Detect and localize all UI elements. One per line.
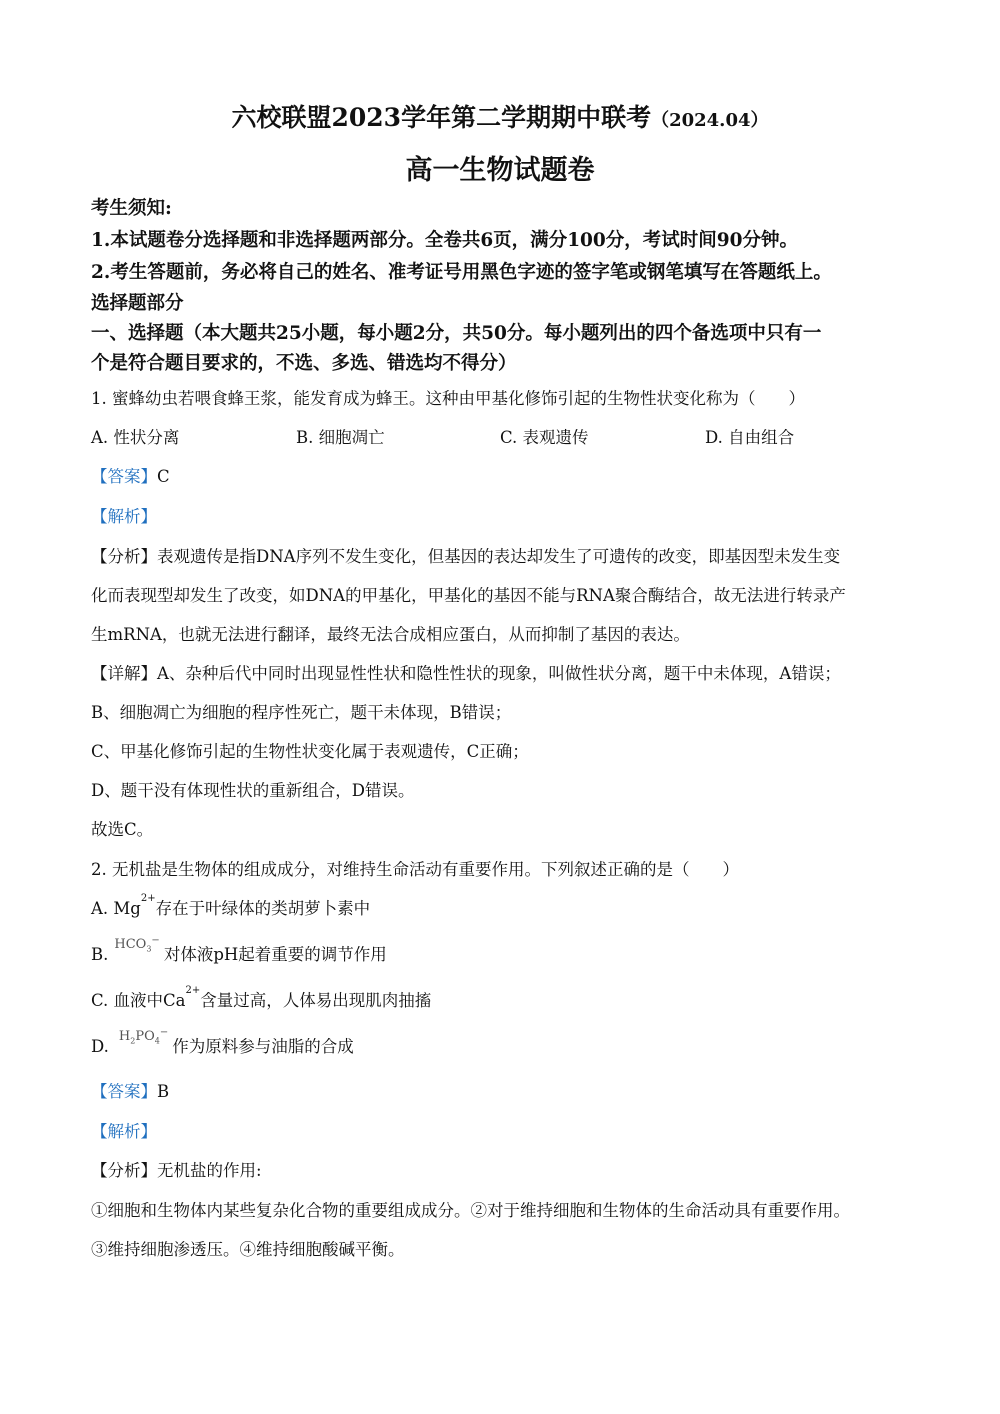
answer-value: B	[157, 1082, 170, 1101]
q2-option-a-text: 存在于叶绿体的类胡萝卜素中	[155, 899, 371, 918]
section-heading-line-2: 个是符合题目要求的，不选、多选、错选均不得分）	[91, 353, 517, 374]
q1-analysis-line-2: 化而表现型却发生了改变，如DNA的甲基化，甲基化的基因不能与RNA聚合酶结合，故无法进行转录产	[91, 586, 846, 605]
ion-charge: 2+	[185, 985, 201, 996]
exam-title-main: 六校联盟2023学年第二学期期中联考	[231, 103, 652, 132]
q1-option-c: C. 表观遗传	[500, 428, 589, 447]
q2-option-d-label: D.	[91, 1037, 109, 1056]
q2-jiexi-tag: 【解析】	[91, 1122, 157, 1141]
formula-charge: −	[151, 935, 160, 946]
q2-option-b	[91, 935, 387, 966]
q1-analysis-line-1: 【分析】表观遗传是指DNA序列不发生变化，但基因的表达却发生了可遗传的改变，即基因型未发生变	[91, 547, 841, 566]
notice-item-1: 1.本试题卷分选择题和非选择题两部分。全卷共6页，满分100分，考试时间90分钟。	[91, 230, 799, 251]
q2-stem: 2. 无机盐是生物体的组成成分，对维持生命活动有重要作用。下列叙述正确的是（ ）	[91, 860, 739, 879]
q2-option-b-text: 对体液pH起着重要的调节作用	[163, 945, 387, 964]
q2-answer	[91, 1078, 169, 1102]
q2-option-c	[91, 987, 431, 1011]
q1-stem: 1. 蜜蜂幼虫若喂食蜂王浆，能发育成为蜂王。这种由甲基化修饰引起的生物性状变化称为（ ）	[91, 389, 805, 408]
answer-tag: 【答案】	[91, 467, 157, 486]
formula-text: PO	[135, 1029, 155, 1044]
notice-item-2: 2.考生答题前，务必将自己的姓名、准考证号用黑色字迹的签字笔或钢笔填写在答题纸上。	[91, 262, 832, 283]
q1-detail-line-1: 【详解】A、杂种后代中同时出现显性性状和隐性性状的现象，叫做性状分离，题干中未体现，A错误；	[91, 664, 841, 683]
bicarbonate-formula	[114, 937, 159, 954]
q2-option-a	[91, 895, 370, 919]
q1-detail-line-2: B、细胞凋亡为细胞的程序性死亡，题干未体现，B错误；	[91, 703, 512, 722]
phosphate-formula	[119, 1029, 168, 1046]
notice-heading: 考生须知:	[91, 198, 172, 219]
q1-detail-line-4: D、题干没有体现性状的重新组合，D错误。	[91, 781, 415, 800]
q1-option-d: D. 自由组合	[705, 428, 795, 447]
q2-analysis-head: 【分析】无机盐的作用:	[91, 1161, 262, 1180]
q1-detail-line-3: C、甲基化修饰引起的生物性状变化属于表观遗传，C正确；	[91, 742, 529, 761]
answer-value: C	[157, 467, 170, 486]
q2-analysis-line-1: ①细胞和生物体内某些复杂化合物的重要组成成分。②对于维持细胞和生物体的生命活动具有重要作用。	[91, 1201, 850, 1220]
q1-analysis-line-3: 生mRNA，也就无法进行翻译，最终无法合成相应蛋白，从而抑制了基因的表达。	[91, 625, 690, 644]
section-heading-line-1: 一、选择题（本大题共25小题，每小题2分，共50分。每小题列出的四个备选项中只有一	[91, 323, 822, 344]
exam-title	[0, 98, 1000, 134]
q1-conclusion: 故选C。	[91, 820, 154, 839]
q1-option-b: B. 细胞凋亡	[296, 428, 385, 447]
formula-charge: −	[159, 1027, 169, 1038]
q2-option-d	[91, 1027, 354, 1058]
q2-option-d-text: 作为原料参与油脂的合成	[172, 1037, 354, 1056]
exam-subtitle: 高一生物试题卷	[405, 155, 595, 186]
q2-option-b-label: B.	[91, 945, 109, 964]
q2-analysis-line-2: ③维持细胞渗透压。④维持细胞酸碱平衡。	[91, 1240, 405, 1259]
formula-text: HCO	[114, 937, 147, 952]
part-label: 选择题部分	[91, 293, 184, 314]
ion-charge: 2+	[140, 893, 156, 904]
formula-subscript: 2	[130, 1036, 136, 1046]
exam-date: （2024.04）	[651, 110, 769, 131]
q2-option-c-label: C. 血液中Ca	[91, 991, 186, 1010]
q1-answer	[91, 463, 170, 487]
q1-option-a: A. 性状分离	[91, 428, 180, 447]
formula-text: H	[118, 1029, 131, 1044]
formula-subscript: 4	[154, 1036, 160, 1046]
answer-tag: 【答案】	[91, 1082, 157, 1101]
q2-option-c-text: 含量过高，人体易出现肌肉抽搐	[200, 991, 432, 1010]
q1-jiexi-tag: 【解析】	[91, 507, 157, 526]
q2-option-a-label: A. Mg	[91, 899, 141, 918]
formula-subscript: 3	[146, 944, 152, 954]
